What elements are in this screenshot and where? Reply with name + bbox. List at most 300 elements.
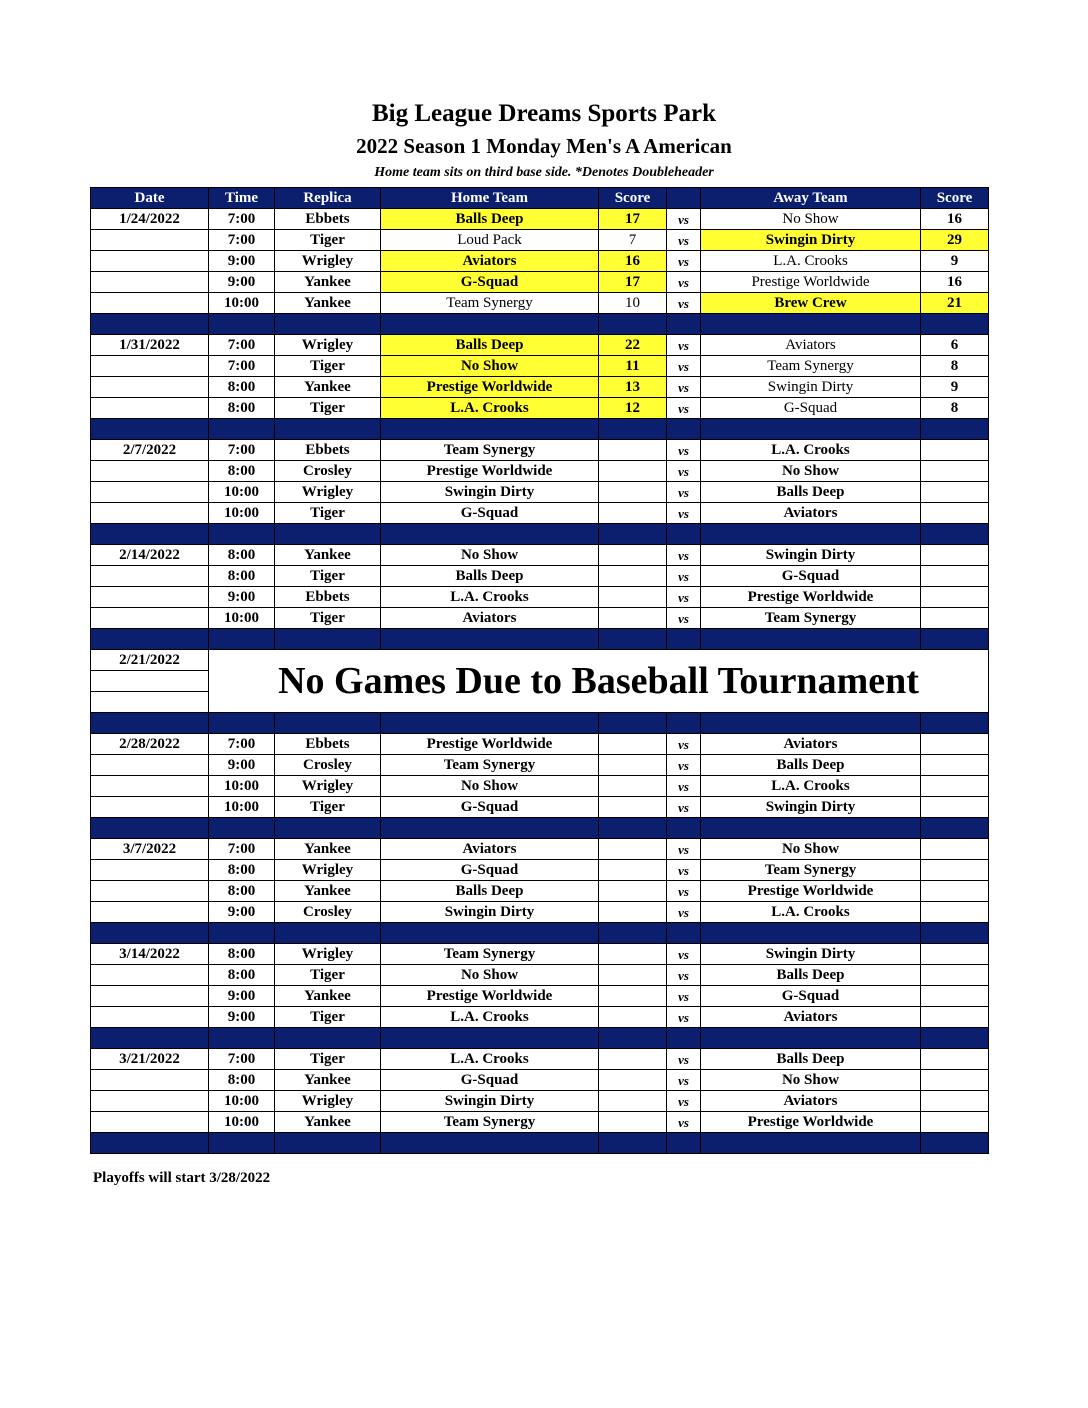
empty-cell (91, 776, 209, 797)
time-cell: 9:00 (209, 251, 275, 272)
separator-cell (667, 1028, 701, 1049)
replica-cell: Wrigley (275, 251, 381, 272)
home-team-cell: Swingin Dirty (381, 1091, 599, 1112)
separator-cell (209, 524, 275, 545)
separator-cell (381, 314, 599, 335)
away-score-cell (921, 776, 989, 797)
home-score-cell (599, 545, 667, 566)
table-row (91, 776, 989, 797)
away-score-cell (921, 482, 989, 503)
home-team-cell: Prestige Worldwide (381, 734, 599, 755)
away-team-cell: L.A. Crooks (701, 440, 921, 461)
empty-cell (91, 1091, 209, 1112)
vs-cell: vs (667, 209, 701, 230)
time-cell: 10:00 (209, 293, 275, 314)
table-row (91, 881, 989, 902)
col-vs (667, 188, 701, 209)
page-title: Big League Dreams Sports Park (372, 100, 716, 127)
col-home-team: Home Team (381, 188, 599, 209)
vs-cell: vs (667, 377, 701, 398)
vs-cell: vs (667, 293, 701, 314)
empty-cell (91, 587, 209, 608)
away-team-cell: Balls Deep (701, 1049, 921, 1070)
schedule-table (90, 187, 989, 1154)
away-team-cell: Prestige Worldwide (701, 881, 921, 902)
week-separator (91, 524, 989, 545)
empty-cell (91, 566, 209, 587)
away-team-cell: Swingin Dirty (701, 230, 921, 251)
table-row (91, 503, 989, 524)
time-cell: 8:00 (209, 545, 275, 566)
home-score-cell (599, 881, 667, 902)
home-score-cell (599, 503, 667, 524)
separator-cell (209, 713, 275, 734)
away-team-cell: Balls Deep (701, 482, 921, 503)
home-team-cell: L.A. Crooks (381, 1007, 599, 1028)
home-score-cell (599, 1091, 667, 1112)
away-score-cell: 9 (921, 377, 989, 398)
separator-cell (921, 314, 989, 335)
away-score-cell (921, 1007, 989, 1028)
home-team-cell: G-Squad (381, 797, 599, 818)
empty-cell (91, 461, 209, 482)
away-score-cell: 9 (921, 251, 989, 272)
away-team-cell: Team Synergy (701, 860, 921, 881)
away-team-cell: Aviators (701, 1091, 921, 1112)
empty-cell (91, 1007, 209, 1028)
home-team-cell: G-Squad (381, 272, 599, 293)
table-row (91, 209, 989, 230)
replica-cell: Tiger (275, 1049, 381, 1070)
vs-cell: vs (667, 1112, 701, 1133)
home-team-cell: No Show (381, 965, 599, 986)
separator-cell (701, 713, 921, 734)
away-score-cell (921, 965, 989, 986)
home-score-cell: 12 (599, 398, 667, 419)
separator-cell (599, 314, 667, 335)
vs-cell: vs (667, 1049, 701, 1070)
home-team-cell: Balls Deep (381, 209, 599, 230)
away-team-cell: Aviators (701, 503, 921, 524)
home-team-cell: Team Synergy (381, 440, 599, 461)
separator-cell (701, 1028, 921, 1049)
replica-cell: Tiger (275, 797, 381, 818)
separator-cell (701, 524, 921, 545)
vs-cell: vs (667, 755, 701, 776)
vs-cell: vs (667, 797, 701, 818)
away-team-cell: Prestige Worldwide (701, 272, 921, 293)
empty-cell (91, 902, 209, 923)
vs-cell: vs (667, 461, 701, 482)
home-team-cell: Balls Deep (381, 881, 599, 902)
separator-cell (667, 713, 701, 734)
col-away-score: Score (921, 188, 989, 209)
replica-cell: Yankee (275, 545, 381, 566)
separator-cell (275, 1133, 381, 1154)
vs-cell: vs (667, 566, 701, 587)
home-team-cell: Aviators (381, 608, 599, 629)
week-separator (91, 419, 989, 440)
replica-cell: Wrigley (275, 1091, 381, 1112)
home-score-cell (599, 734, 667, 755)
away-score-cell (921, 1049, 989, 1070)
home-score-cell: 16 (599, 251, 667, 272)
empty-cell (91, 398, 209, 419)
replica-cell: Tiger (275, 1007, 381, 1028)
home-score-cell (599, 986, 667, 1007)
date-cell: 3/21/2022 (91, 1049, 209, 1070)
time-cell: 10:00 (209, 608, 275, 629)
home-score-cell: 17 (599, 272, 667, 293)
separator-cell (381, 713, 599, 734)
week-separator (91, 923, 989, 944)
vs-cell: vs (667, 398, 701, 419)
time-cell: 8:00 (209, 461, 275, 482)
time-cell: 10:00 (209, 1091, 275, 1112)
away-score-cell: 16 (921, 272, 989, 293)
away-team-cell: Swingin Dirty (701, 377, 921, 398)
separator-cell (381, 923, 599, 944)
schedule-body (91, 209, 989, 1154)
away-score-cell (921, 503, 989, 524)
vs-cell: vs (667, 608, 701, 629)
table-row (91, 608, 989, 629)
replica-cell: Ebbets (275, 209, 381, 230)
table-row (91, 1112, 989, 1133)
home-team-cell: Aviators (381, 251, 599, 272)
separator-cell (209, 818, 275, 839)
replica-cell: Yankee (275, 1112, 381, 1133)
time-cell: 8:00 (209, 566, 275, 587)
away-score-cell: 6 (921, 335, 989, 356)
time-cell: 8:00 (209, 965, 275, 986)
week-separator (91, 314, 989, 335)
vs-cell: vs (667, 356, 701, 377)
away-score-cell (921, 797, 989, 818)
home-score-cell (599, 587, 667, 608)
replica-cell: Yankee (275, 272, 381, 293)
separator-cell (599, 419, 667, 440)
separator-cell (275, 314, 381, 335)
vs-cell: vs (667, 482, 701, 503)
home-score-cell (599, 797, 667, 818)
page-subtitle: 2022 Season 1 Monday Men's A American (356, 134, 732, 158)
empty-cell (91, 482, 209, 503)
home-score-cell (599, 902, 667, 923)
replica-cell: Crosley (275, 902, 381, 923)
replica-cell: Yankee (275, 986, 381, 1007)
separator-cell (91, 713, 209, 734)
separator-cell (921, 713, 989, 734)
away-score-cell (921, 944, 989, 965)
separator-cell (381, 1133, 599, 1154)
col-replica: Replica (275, 188, 381, 209)
empty-cell (91, 860, 209, 881)
replica-cell: Yankee (275, 293, 381, 314)
away-score-cell (921, 860, 989, 881)
away-team-cell: Balls Deep (701, 755, 921, 776)
time-cell: 7:00 (209, 839, 275, 860)
home-team-cell: No Show (381, 776, 599, 797)
separator-cell (91, 419, 209, 440)
home-team-cell: Prestige Worldwide (381, 986, 599, 1007)
away-team-cell: Aviators (701, 335, 921, 356)
separator-cell (381, 419, 599, 440)
separator-cell (599, 524, 667, 545)
replica-cell: Yankee (275, 1070, 381, 1091)
away-score-cell: 29 (921, 230, 989, 251)
separator-cell (91, 314, 209, 335)
separator-cell (667, 419, 701, 440)
time-cell: 7:00 (209, 440, 275, 461)
empty-cell (91, 692, 209, 713)
away-team-cell: Team Synergy (701, 356, 921, 377)
separator-cell (701, 314, 921, 335)
time-cell: 7:00 (209, 209, 275, 230)
home-score-cell (599, 839, 667, 860)
vs-cell: vs (667, 545, 701, 566)
away-score-cell (921, 1112, 989, 1133)
footer-note: Playoffs will start 3/28/2022 (93, 1170, 271, 1186)
separator-cell (275, 1028, 381, 1049)
home-team-cell: Aviators (381, 839, 599, 860)
separator-cell (209, 314, 275, 335)
away-score-cell (921, 587, 989, 608)
table-row (91, 251, 989, 272)
separator-cell (275, 923, 381, 944)
separator-cell (921, 818, 989, 839)
separator-cell (667, 923, 701, 944)
away-score-cell (921, 755, 989, 776)
away-team-cell: No Show (701, 461, 921, 482)
time-cell: 8:00 (209, 1070, 275, 1091)
home-score-cell (599, 1007, 667, 1028)
date-cell: 1/31/2022 (91, 335, 209, 356)
vs-cell: vs (667, 440, 701, 461)
replica-cell: Ebbets (275, 734, 381, 755)
separator-cell (381, 1028, 599, 1049)
time-cell: 10:00 (209, 503, 275, 524)
replica-cell: Yankee (275, 881, 381, 902)
time-cell: 10:00 (209, 797, 275, 818)
home-team-cell: Prestige Worldwide (381, 377, 599, 398)
vs-cell: vs (667, 272, 701, 293)
empty-cell (91, 797, 209, 818)
date-cell: 3/7/2022 (91, 839, 209, 860)
vs-cell: vs (667, 881, 701, 902)
replica-cell: Crosley (275, 755, 381, 776)
table-row (91, 230, 989, 251)
home-team-cell: Swingin Dirty (381, 482, 599, 503)
separator-cell (209, 629, 275, 650)
home-team-cell: G-Squad (381, 1070, 599, 1091)
week-separator (91, 818, 989, 839)
time-cell: 9:00 (209, 587, 275, 608)
separator-cell (381, 818, 599, 839)
replica-cell: Ebbets (275, 440, 381, 461)
separator-cell (921, 524, 989, 545)
time-cell: 9:00 (209, 1007, 275, 1028)
empty-cell (91, 608, 209, 629)
table-row (91, 986, 989, 1007)
home-team-cell: G-Squad (381, 503, 599, 524)
time-cell: 7:00 (209, 335, 275, 356)
date-cell: 2/21/2022 (91, 650, 209, 671)
time-cell: 7:00 (209, 230, 275, 251)
home-team-cell: G-Squad (381, 860, 599, 881)
separator-cell (275, 524, 381, 545)
table-row (91, 1007, 989, 1028)
table-row (91, 839, 989, 860)
separator-cell (701, 629, 921, 650)
away-score-cell: 16 (921, 209, 989, 230)
home-score-cell: 13 (599, 377, 667, 398)
away-score-cell (921, 734, 989, 755)
time-cell: 8:00 (209, 860, 275, 881)
table-row (91, 734, 989, 755)
table-row (91, 1091, 989, 1112)
separator-cell (381, 629, 599, 650)
away-team-cell: No Show (701, 209, 921, 230)
separator-cell (381, 524, 599, 545)
separator-cell (599, 923, 667, 944)
week-separator (91, 1133, 989, 1154)
replica-cell: Tiger (275, 566, 381, 587)
time-cell: 8:00 (209, 881, 275, 902)
empty-cell (91, 251, 209, 272)
time-cell: 8:00 (209, 377, 275, 398)
vs-cell: vs (667, 944, 701, 965)
table-row (91, 1070, 989, 1091)
away-score-cell (921, 545, 989, 566)
home-team-cell: Team Synergy (381, 944, 599, 965)
empty-cell (91, 755, 209, 776)
table-row (91, 398, 989, 419)
away-score-cell (921, 566, 989, 587)
away-score-cell: 21 (921, 293, 989, 314)
vs-cell: vs (667, 986, 701, 1007)
table-row (91, 440, 989, 461)
time-cell: 9:00 (209, 755, 275, 776)
separator-cell (667, 314, 701, 335)
table-row (91, 272, 989, 293)
away-team-cell: Prestige Worldwide (701, 587, 921, 608)
separator-cell (91, 524, 209, 545)
home-score-cell (599, 1070, 667, 1091)
separator-cell (667, 524, 701, 545)
away-team-cell: G-Squad (701, 566, 921, 587)
table-row (91, 335, 989, 356)
away-team-cell: Aviators (701, 734, 921, 755)
home-team-cell: No Show (381, 356, 599, 377)
table-row (91, 755, 989, 776)
replica-cell: Wrigley (275, 944, 381, 965)
table-row (91, 461, 989, 482)
away-score-cell (921, 902, 989, 923)
page-note: Home team sits on third base side. *Denotes Doubleheader (374, 165, 714, 180)
away-score-cell (921, 461, 989, 482)
home-team-cell: Balls Deep (381, 566, 599, 587)
home-team-cell: Team Synergy (381, 755, 599, 776)
home-score-cell (599, 1112, 667, 1133)
home-score-cell: 10 (599, 293, 667, 314)
table-row (91, 566, 989, 587)
away-team-cell: L.A. Crooks (701, 776, 921, 797)
home-score-cell (599, 755, 667, 776)
vs-cell: vs (667, 251, 701, 272)
empty-cell (91, 503, 209, 524)
separator-cell (275, 713, 381, 734)
separator-cell (599, 1028, 667, 1049)
home-team-cell: No Show (381, 545, 599, 566)
vs-cell: vs (667, 503, 701, 524)
away-score-cell (921, 881, 989, 902)
replica-cell: Crosley (275, 461, 381, 482)
home-team-cell: Swingin Dirty (381, 902, 599, 923)
vs-cell: vs (667, 335, 701, 356)
away-team-cell: Swingin Dirty (701, 944, 921, 965)
home-score-cell (599, 482, 667, 503)
vs-cell: vs (667, 1007, 701, 1028)
away-score-cell: 8 (921, 398, 989, 419)
empty-cell (91, 986, 209, 1007)
home-team-cell: L.A. Crooks (381, 1049, 599, 1070)
empty-cell (91, 671, 209, 692)
home-team-cell: Team Synergy (381, 293, 599, 314)
replica-cell: Tiger (275, 608, 381, 629)
home-team-cell: Loud Pack (381, 230, 599, 251)
vs-cell: vs (667, 230, 701, 251)
away-team-cell: G-Squad (701, 986, 921, 1007)
table-row (91, 797, 989, 818)
col-time: Time (209, 188, 275, 209)
away-team-cell: Brew Crew (701, 293, 921, 314)
away-score-cell (921, 1091, 989, 1112)
vs-cell: vs (667, 902, 701, 923)
home-score-cell (599, 440, 667, 461)
separator-cell (599, 818, 667, 839)
time-cell: 9:00 (209, 902, 275, 923)
replica-cell: Wrigley (275, 482, 381, 503)
away-team-cell: L.A. Crooks (701, 902, 921, 923)
time-cell: 10:00 (209, 482, 275, 503)
separator-cell (667, 629, 701, 650)
home-score-cell: 17 (599, 209, 667, 230)
table-row (91, 377, 989, 398)
away-score-cell (921, 440, 989, 461)
time-cell: 7:00 (209, 1049, 275, 1070)
empty-cell (91, 1112, 209, 1133)
separator-cell (209, 1133, 275, 1154)
away-team-cell: Swingin Dirty (701, 797, 921, 818)
replica-cell: Wrigley (275, 860, 381, 881)
date-cell: 2/7/2022 (91, 440, 209, 461)
date-cell: 1/24/2022 (91, 209, 209, 230)
time-cell: 10:00 (209, 1112, 275, 1133)
time-cell: 8:00 (209, 944, 275, 965)
table-row (91, 587, 989, 608)
empty-cell (91, 356, 209, 377)
separator-cell (209, 923, 275, 944)
home-team-cell: Balls Deep (381, 335, 599, 356)
date-cell: 2/28/2022 (91, 734, 209, 755)
date-cell: 2/14/2022 (91, 545, 209, 566)
away-score-cell (921, 986, 989, 1007)
col-home-score: Score (599, 188, 667, 209)
separator-cell (921, 629, 989, 650)
vs-cell: vs (667, 965, 701, 986)
replica-cell: Tiger (275, 503, 381, 524)
